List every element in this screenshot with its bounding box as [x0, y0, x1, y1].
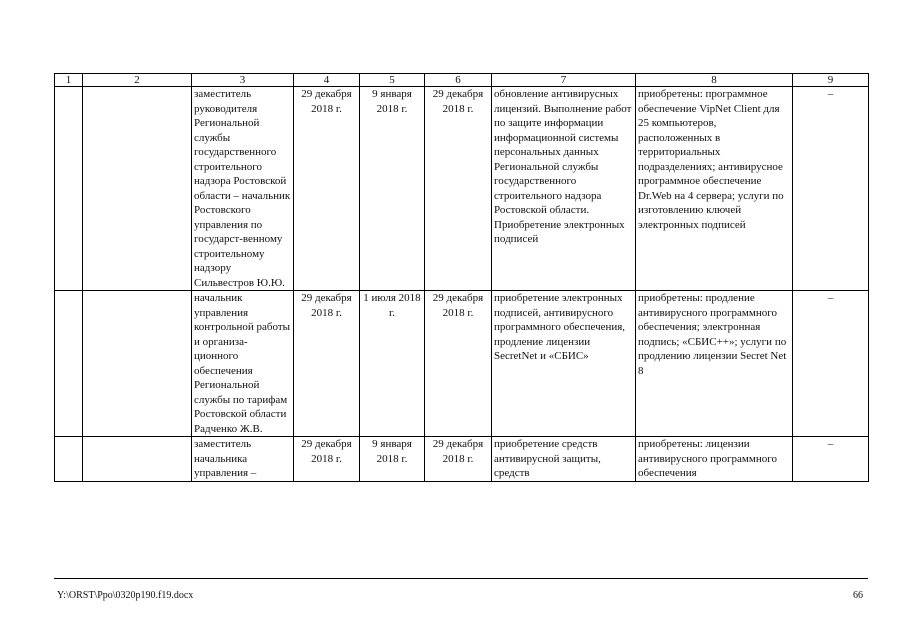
column-number: 9 — [793, 74, 869, 87]
cell-result: приобретены: программное обеспечение VipNet Client для 25 компьютеров, расположенных в территориальных подразделениях; антивирусное программное обеспечение Dr.Web на 4 сервера; услуги по изготовлению ключей электронных подписей — [636, 87, 793, 291]
cell-start-date: 9 января 2018 г. — [360, 437, 425, 482]
cell-end-date: 29 декабря 2018 г. — [425, 437, 492, 482]
cell-responsible: заместитель начальника управления – — [192, 437, 294, 482]
column-number: 2 — [83, 74, 192, 87]
table-row — [55, 437, 869, 482]
cell-number — [55, 87, 83, 291]
column-number: 1 — [55, 74, 83, 87]
column-number-row — [55, 74, 869, 87]
cell-number — [55, 291, 83, 437]
cell-start-date: 1 июля 2018 г. — [360, 291, 425, 437]
cell-end-date: 29 декабря 2018 г. — [425, 291, 492, 437]
footer-page-number: 66 — [853, 590, 863, 601]
cell-planned-work: обновление антивирусных лицензий. Выполнение работ по защите информации информационной системы персональных данных Региональной службы государственного строительного надзора Ростовской области. Приобретение электронных подписей — [492, 87, 636, 291]
column-number: 3 — [192, 74, 294, 87]
column-number: 8 — [636, 74, 793, 87]
table-row — [55, 291, 869, 437]
cell-deadline: 29 декабря 2018 г. — [294, 437, 360, 482]
cell-start-date: 9 января 2018 г. — [360, 87, 425, 291]
column-number: 6 — [425, 74, 492, 87]
cell-note: – — [793, 437, 869, 482]
cell-result: приобретены: продление антивирусного программного обеспечения; электронная подпись; «СБИС++»; услуги по продлению лицензии Secret Net 8 — [636, 291, 793, 437]
cell-note: – — [793, 291, 869, 437]
column-number: 4 — [294, 74, 360, 87]
cell-result: приобретены: лицензии антивирусного программного обеспечения — [636, 437, 793, 482]
footer-file-path: Y:\ORST\Ppo\0320p190.f19.docx — [57, 590, 194, 601]
column-number: 5 — [360, 74, 425, 87]
cell-event — [83, 437, 192, 482]
cell-deadline: 29 декабря 2018 г. — [294, 87, 360, 291]
report-table — [54, 73, 869, 482]
cell-event — [83, 291, 192, 437]
column-number: 7 — [492, 74, 636, 87]
cell-planned-work: приобретение электронных подписей, антивирусного программного обеспечения, продление лицензии SecretNet и «СБИС» — [492, 291, 636, 437]
cell-end-date: 29 декабря 2018 г. — [425, 87, 492, 291]
cell-planned-work: приобретение средств антивирусной защиты, средств — [492, 437, 636, 482]
cell-responsible: начальник управления контрольной работы и организа-ционного обеспечения Региональной службы по тарифам Ростовской области Радченко Ж.В. — [192, 291, 294, 437]
cell-number — [55, 437, 83, 482]
cell-note: – — [793, 87, 869, 291]
page-bottom-margin — [0, 578, 905, 640]
cell-responsible: заместитель руководителя Региональной службы государственного строительного надзора Ростовской области – начальник Ростовского управления по государст-венному строительному надзору Сильвестров Ю.Ю. — [192, 87, 294, 291]
cell-deadline: 29 декабря 2018 г. — [294, 291, 360, 437]
table-row — [55, 87, 869, 291]
table-bottom-border — [54, 578, 868, 579]
cell-event — [83, 87, 192, 291]
